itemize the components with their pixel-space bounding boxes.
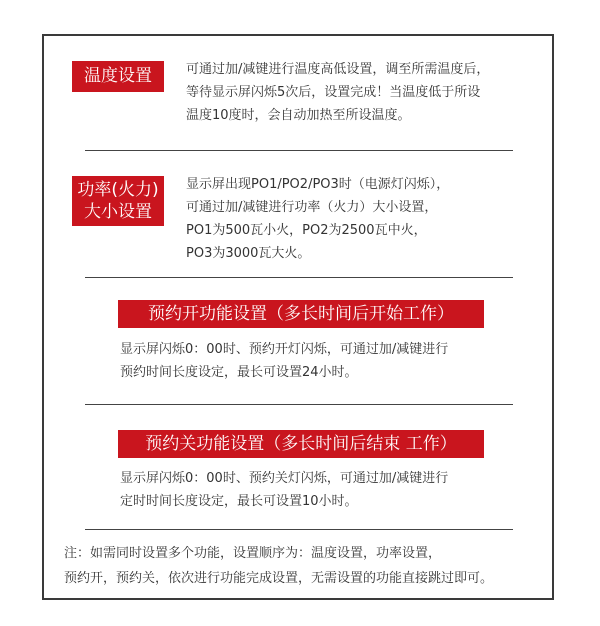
schedule-off-setting-badge: [118, 430, 484, 458]
schedule-off-text-line: 定时时间长度设定，最长可设置10小时。: [120, 494, 358, 509]
section-divider: [85, 150, 513, 151]
note-line: 预约开，预约关，依次进行功能完成设置，无需设置的功能直接跳过即可。: [64, 571, 494, 586]
schedule-off-text: [120, 467, 448, 513]
section-divider: [85, 277, 513, 278]
power-text-line: PO1为500瓦小火，PO2为2500瓦中火，: [186, 223, 427, 238]
note-line: 注：如需同时设置多个功能，设置顺序为：温度设置，功率设置，: [64, 546, 442, 561]
order-note: [64, 541, 493, 591]
power-text-line: PO3为3000瓦大火。: [186, 246, 311, 261]
schedule-on-text-line: 预约时间长度设定，最长可设置24小时。: [120, 365, 358, 380]
power-setting-badge-label-line2: 大小设置: [84, 202, 152, 222]
temperature-text-line: 温度10度时，会自动加热至所设温度。: [186, 108, 411, 123]
schedule-on-setting-badge-label: 预约开功能设置（多长时间后开始工作）: [148, 304, 454, 324]
schedule-on-text-line: 显示屏闪烁0：00时、预约开灯闪烁，可通过加/减键进行: [120, 342, 449, 357]
temperature-text-line: 等待显示屏闪烁5次后，设置完成！当温度低于所设: [186, 85, 481, 100]
power-text-line: 显示屏出现PO1/PO2/PO3时（电源灯闪烁），: [186, 177, 450, 192]
temperature-setting-text: [186, 58, 489, 127]
schedule-off-setting-badge-label: 预约关功能设置（多长时间后结束 工作）: [145, 434, 457, 454]
power-setting-text: [186, 173, 449, 265]
section-divider: [85, 404, 513, 405]
schedule-off-text-line: 显示屏闪烁0：00时、预约关灯闪烁，可通过加/减键进行: [120, 471, 449, 486]
section-divider: [85, 529, 513, 530]
power-setting-badge: [72, 176, 164, 226]
power-text-line: 可通过加/减键进行功率（火力）大小设置，: [186, 200, 438, 215]
temperature-text-line: 可通过加/减键进行温度高低设置，调至所需温度后，: [186, 62, 490, 77]
schedule-on-text: [120, 338, 448, 384]
temperature-setting-badge-label: 温度设置: [84, 66, 152, 86]
power-setting-badge-label-line1: 功率(火力): [77, 180, 159, 200]
schedule-on-setting-badge: [118, 300, 484, 328]
temperature-setting-badge: [72, 61, 164, 92]
